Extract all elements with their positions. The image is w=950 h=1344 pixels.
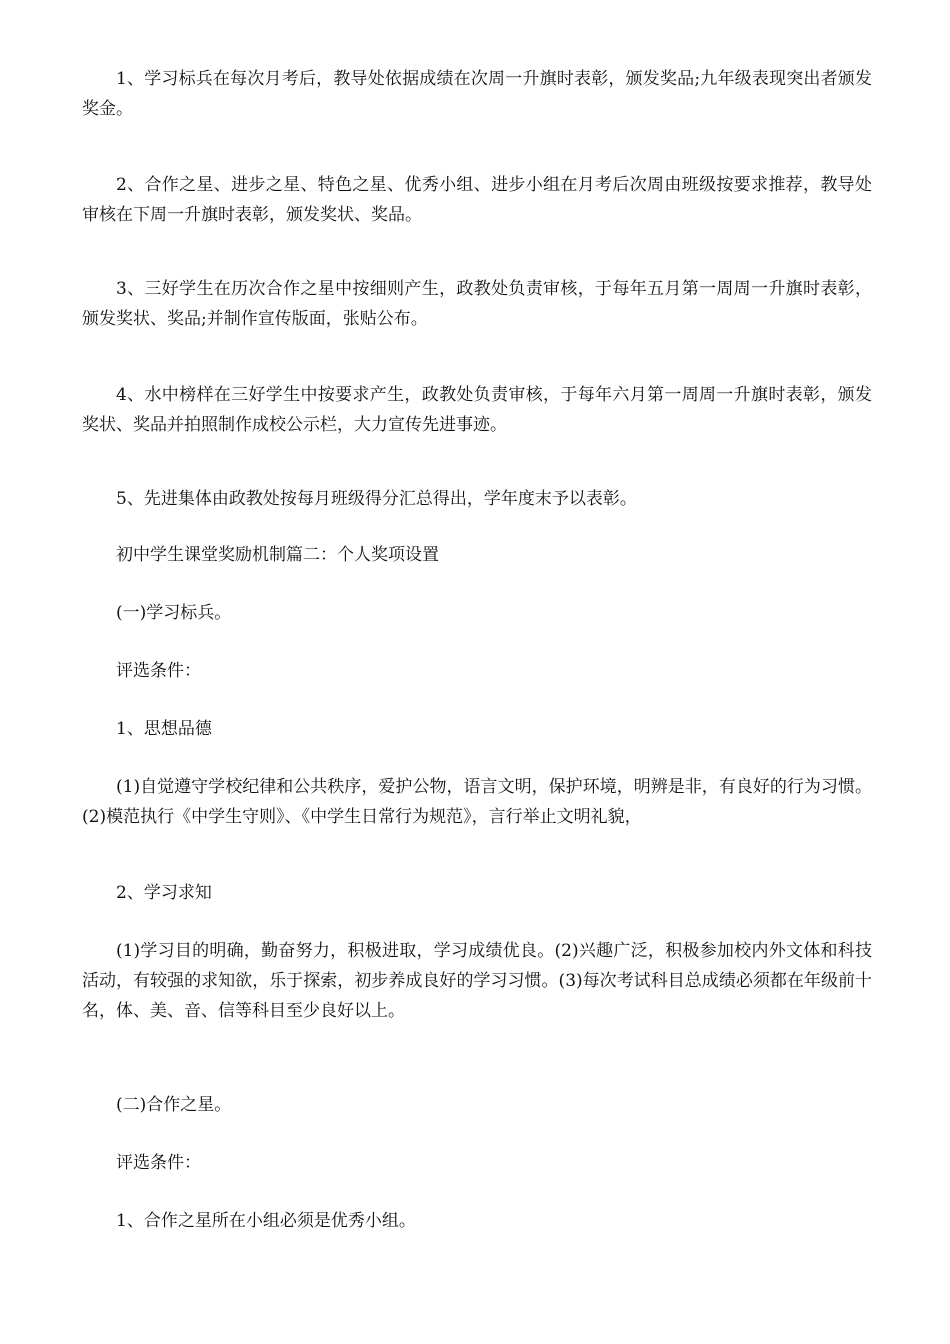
- item-ideology-morality: 1、思想品德: [116, 719, 212, 739]
- paragraph-award-three-good-student: 3、三好学生在历次合作之星中按细则产生，政教处负责审核，于每年五月第一周周一升旗时表彰，颁发奖状、奖品;并制作宣传版面，张贴公布。: [82, 279, 872, 329]
- paragraph-award-advanced-collective: 5、先进集体由政教处按每月班级得分汇总得出，学年度末予以表彰。: [116, 489, 637, 509]
- paragraph-morality-details: (1)自觉遵守学校纪律和公共秩序，爱护公物，语言文明，保护环境，明辨是非，有良好的行为习惯。(2)模范执行《中学生守则》、《中学生日常行为规范》，言行举止文明礼貌，: [82, 777, 872, 827]
- label-selection-criteria-2: 评选条件：: [116, 1153, 201, 1173]
- paragraph-award-cooperation-star: 2、合作之星、进步之星、特色之星、优秀小组、进步小组在月考后次周由班级按要求推荐，教导处审核在下周一升旗时表彰，颁发奖状、奖品。: [82, 175, 872, 225]
- paragraph-award-study-model: 1、学习标兵在每次月考后，教导处依据成绩在次周一升旗时表彰，颁发奖品;九年级表现突出者颁发奖金。: [82, 69, 872, 119]
- subheading-cooperation-star: (二)合作之星。: [116, 1095, 232, 1115]
- section-heading-part-two: 初中学生课堂奖励机制篇二：个人奖项设置: [116, 545, 439, 565]
- subheading-study-model: (一)学习标兵。: [116, 603, 232, 623]
- item-cooperation-star-condition: 1、合作之星所在小组必须是优秀小组。: [116, 1211, 416, 1231]
- paragraph-learning-details: (1)学习目的明确，勤奋努力，积极进取，学习成绩优良。(2)兴趣广泛，积极参加校内外文体和科技活动，有较强的求知欲，乐于探索，初步养成良好的学习习惯。(3)每次考试科目总成绩必须都在年级前十名，体、美、音、信等科目至少良好以上。: [82, 941, 872, 1021]
- label-selection-criteria: 评选条件：: [116, 661, 201, 681]
- item-study-learning: 2、学习求知: [116, 883, 212, 903]
- paragraph-award-role-model: 4、水中榜样在三好学生中按要求产生，政教处负责审核，于每年六月第一周周一升旗时表彰，颁发奖状、奖品并拍照制作成校公示栏，大力宣传先进事迹。: [82, 385, 872, 435]
